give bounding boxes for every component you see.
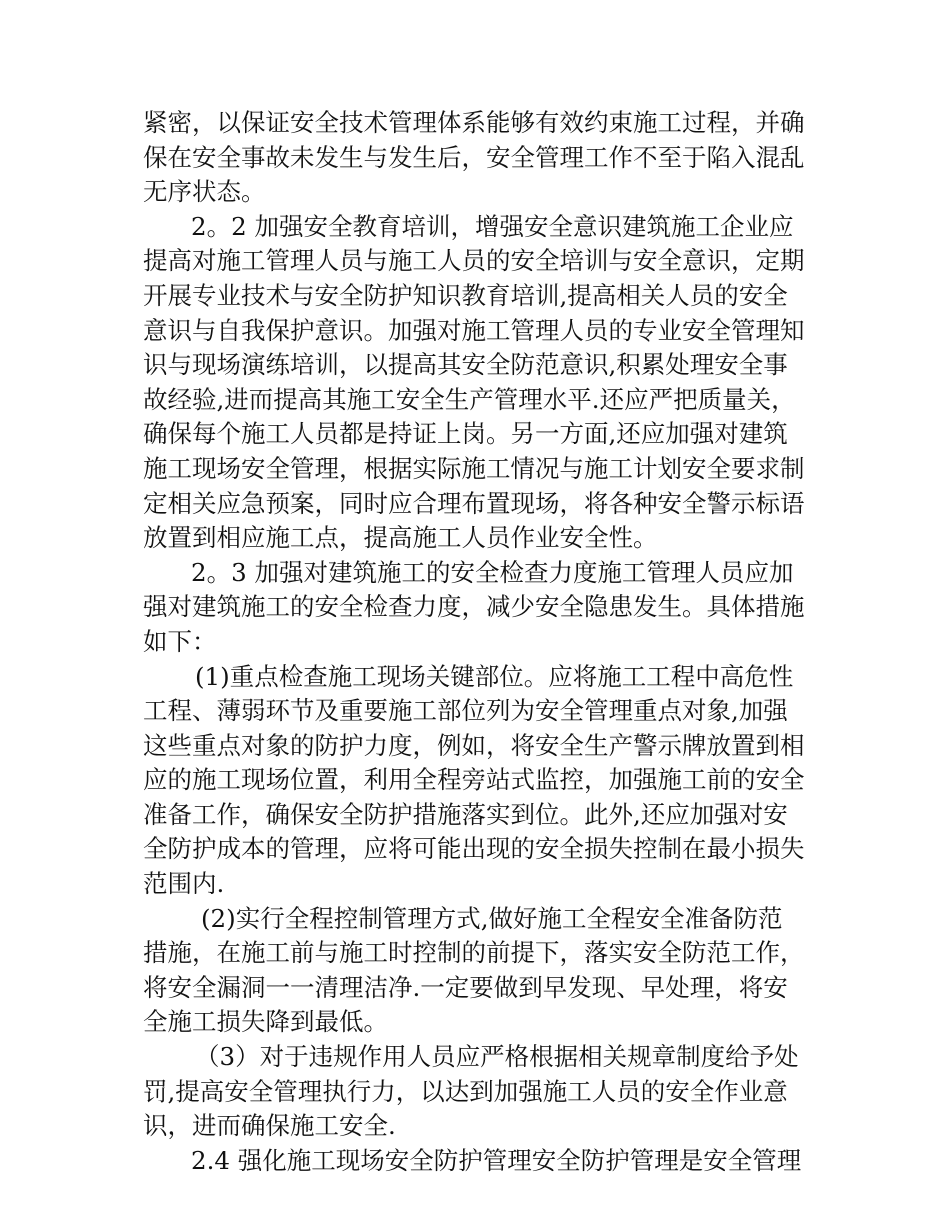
text-line: 识，进而确保施工安全. (143, 1111, 396, 1141)
text-line: 措施，在施工前与施工时控制的前提下，落实安全防范工作， (143, 938, 805, 968)
list-item-2: (2)实行全程控制管理方式,做好施工全程安全准备防范 (201, 903, 783, 933)
text-line: 工程、薄弱环节及重要施工部位列为安全管理重点对象,加强 (143, 696, 788, 726)
body-text (143, 106, 815, 1178)
text-line: 施工现场安全管理，根据实际施工情况与施工计划安全要求制 (143, 453, 805, 483)
text-line: 开展专业技术与安全防护知识教育培训,提高相关人员的安全 (143, 280, 788, 310)
text-line: 定相关应急预案，同时应合理布置现场，将各种安全警示标语 (143, 488, 805, 518)
text-line: 保在安全事故未发生与发生后，安全管理工作不至于陷入混乱 (143, 142, 805, 172)
section-heading-2-4: 2.4 强化施工现场安全防护管理安全防护管理是安全管理 (191, 1145, 802, 1175)
text-line: 紧密，以保证安全技术管理体系能够有效约束施工过程，并确 (143, 108, 805, 137)
text-line: 应的施工现场位置，利用全程旁站式监控，加强施工前的安全 (143, 765, 805, 795)
text-line: 提高对施工管理人员与施工人员的安全培训与安全意识，定期 (143, 246, 805, 276)
text-line: 全施工损失降到最低。 (143, 1007, 388, 1037)
text-line: 罚,提高安全管理执行力，以达到加强施工人员的安全作业意 (143, 1076, 788, 1106)
text-line: 强对建筑施工的安全检查力度，减少安全隐患发生。具体措施 (143, 592, 805, 622)
text-line: 这些重点对象的防护力度，例如，将安全生产警示牌放置到相 (143, 730, 805, 760)
text-line: 无序状态。 (143, 177, 266, 207)
text-line: 全防护成本的管理，应将可能出现的安全损失控制在最小损失 (143, 834, 805, 864)
text-line: 意识与自我保护意识。加强对施工管理人员的专业安全管理知 (143, 315, 805, 345)
text-line: 故经验,进而提高其施工安全生产管理水平.还应严把质量关， (143, 384, 796, 414)
section-heading-2-2: 2。2 加强安全教育培训，增强安全意识建筑施工企业应 (191, 211, 794, 241)
text-line: 放置到相应施工点，提高施工人员作业安全性。 (143, 523, 658, 553)
text-line: 准备工作，确保安全防护措施落实到位。此外,还应加强对安 (143, 799, 788, 829)
text-line: 确保每个施工人员都是持证上岗。另一方面,还应加强对建筑 (143, 419, 788, 449)
section-heading-2-3: 2。3 加强对建筑施工的安全检查力度施工管理人员应加 (191, 557, 794, 587)
text-line: 识与现场演练培训，以提高其安全防范意识,积累处理安全事 (143, 350, 788, 380)
text-line: 范围内. (143, 869, 225, 899)
text-line: 将安全漏洞一一清理洁净.一定要做到早发现、早处理，将安 (143, 972, 788, 1002)
list-item-3: （3）对于违规作用人员应严格根据相关规章制度给予处 (195, 1042, 799, 1072)
list-item-1: (1)重点检查施工现场关键部位。应将施工工程中高危性 (195, 661, 794, 691)
text-line: 如下： (143, 626, 217, 656)
